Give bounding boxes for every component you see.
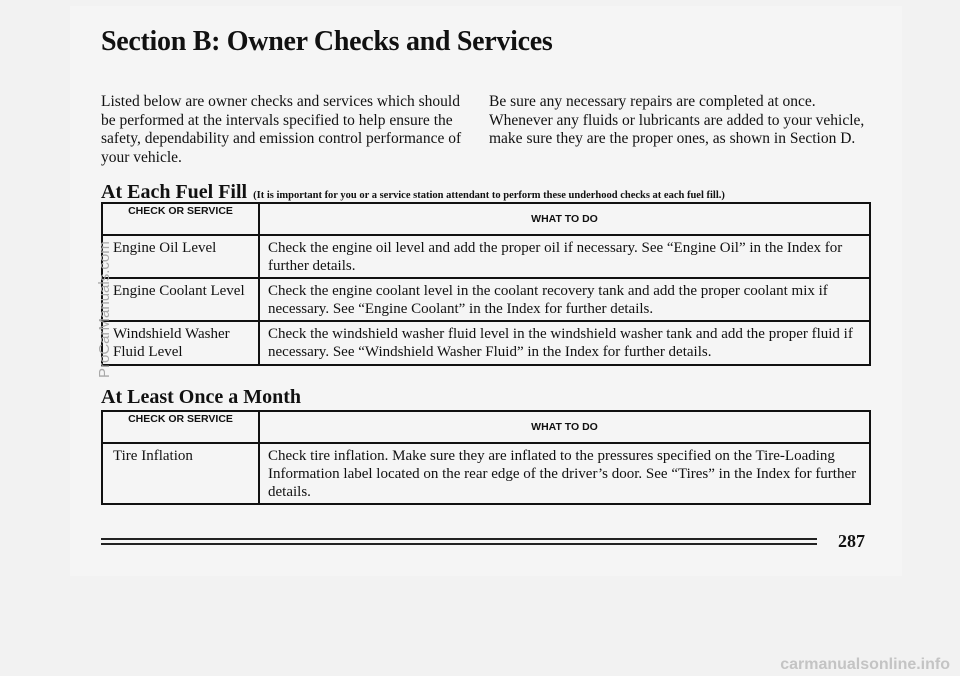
what-column-header: WHAT TO DO: [259, 411, 870, 443]
table-row: [102, 321, 870, 365]
table-header-row: [102, 203, 870, 235]
table-row: [102, 443, 870, 504]
what-cell: Check the engine coolant level in the coolant recovery tank and add the proper coolant mix if necessary. See “Engine Coolant” in the Index for further details.: [259, 278, 870, 321]
fuel-fill-heading-text: At Each Fuel Fill: [101, 181, 248, 203]
intro-right-paragraph: Be sure any necessary repairs are completed at once. Whenever any fluids or lubricants are added to your vehicle, make sure they are the proper ones, as shown in Section D.: [489, 93, 865, 147]
what-column-header: WHAT TO DO: [259, 203, 870, 235]
procarmanuals-watermark: ProCarManuals.com: [96, 241, 113, 378]
what-cell: Check the engine oil level and add the proper oil if necessary. See “Engine Oil” in the Index for further details.: [259, 235, 870, 278]
monthly-table: [101, 410, 871, 505]
what-cell: Check tire inflation. Make sure they are inflated to the pressures specified on the Tire-Loading Information label located on the rear edge of the driver’s door. See “Tires” in the Index for further details.: [259, 443, 870, 504]
monthly-heading: [101, 383, 301, 410]
page-title: Section B: Owner Checks and Services: [101, 26, 553, 57]
table-row: [102, 278, 870, 321]
fuel-fill-table: [101, 202, 871, 366]
check-column-header: CHECK OR SERVICE: [102, 411, 259, 443]
check-cell: Tire Inflation: [102, 443, 259, 504]
fuel-fill-heading: [101, 178, 725, 205]
table-header-row: [102, 411, 870, 443]
intro-left-paragraph: Listed below are owner checks and services which should be performed at the intervals specified to help ensure the safety, dependability and emission control performance of your vehicle.: [101, 93, 462, 166]
check-cell: Engine Oil Level: [102, 235, 259, 278]
monthly-heading-text: At Least Once a Month: [101, 386, 301, 408]
check-cell: Windshield Washer Fluid Level: [102, 321, 259, 365]
check-cell: Engine Coolant Level: [102, 278, 259, 321]
footer-rule: [101, 538, 817, 545]
check-column-header: CHECK OR SERVICE: [102, 203, 259, 235]
what-cell: Check the windshield washer fluid level in the windshield washer tank and add the proper fluid if necessary. See “Windshield Washer Fluid” in the Index for further details.: [259, 321, 870, 365]
carmanualsonline-watermark: carmanualsonline.info: [780, 656, 950, 673]
page-number: 287: [838, 531, 865, 551]
table-row: [102, 235, 870, 278]
fuel-fill-note: (It is important for you or a service station attendant to perform these underhood checks at each fuel fill.): [253, 190, 725, 201]
